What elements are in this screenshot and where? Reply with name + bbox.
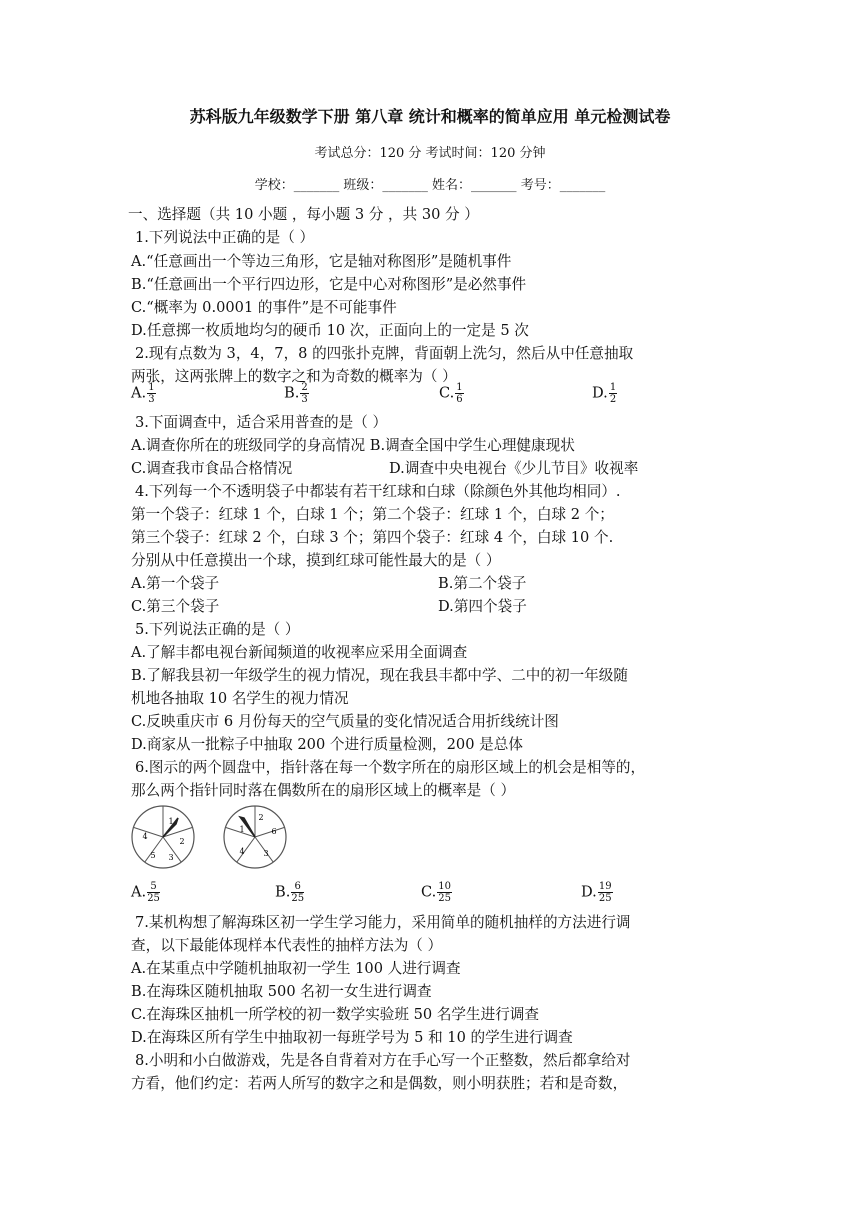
q5-stem: 5.下列说法正确的是（ ） bbox=[135, 621, 300, 638]
q4-stem-1: 4.下列每一个不透明袋子中都装有若干红球和白球（除颜色外其他均相同）. bbox=[135, 483, 621, 500]
wheel1-label-1: 1 bbox=[168, 817, 174, 826]
q1-option-b: B.“任意画出一个平行四边形，它是中心对称图形”是必然事件 bbox=[131, 276, 527, 293]
q4-stem-4: 分别从中任意摸出一个球，摸到红球可能性最大的是（ ） bbox=[131, 552, 501, 569]
student-info: 学校：_______ 班级：_______ 姓名：_______ 考号：_______ bbox=[254, 178, 606, 193]
q6-option-c: C. $\frac{10}{25}$ bbox=[421, 881, 452, 904]
q1-option-a: A.“任意画出一个等边三角形，它是轴对称图形”是随机事件 bbox=[131, 253, 512, 270]
wheel2-label-5: 4 bbox=[239, 847, 245, 856]
q5-option-d: D.商家从一批粽子中抽取 200 个进行质量检测，200 是总体 bbox=[131, 736, 523, 753]
q2-option-c: C. $\frac{1}{6}$ bbox=[439, 382, 463, 405]
q3-stem: 3.下面调查中，适合采用普查的是（ ） bbox=[135, 414, 388, 431]
q2-option-b: B. $\frac{2}{3}$ bbox=[284, 382, 308, 405]
wheel2-label-1: 1 bbox=[239, 825, 245, 834]
q6-option-a: A. $\frac{5}{25}$ bbox=[131, 881, 160, 904]
wheel2-label-2: 2 bbox=[258, 813, 264, 822]
section-heading: 一、选择题（共 10 小题 ，每小题 3 分 ，共 30 分 ） bbox=[128, 206, 479, 223]
q7-stem-1: 7.某机构想了解海珠区初一学生学习能力，采用简单的随机抽样的方法进行调 bbox=[135, 914, 631, 931]
q1-stem: 1.下列说法中正确的是（ ） bbox=[135, 229, 315, 246]
q1-option-d: D.任意掷一枚质地均匀的硬币 10 次，正面向上的一定是 5 次 bbox=[131, 322, 529, 339]
wheel2-label-3: 6 bbox=[271, 827, 277, 836]
page-title: 苏科版九年级数学下册 第八章 统计和概率的简单应用 单元检测试卷 bbox=[189, 107, 671, 126]
q6-stem-1: 6.图示的两个圆盘中，指针落在每一个数字所在的扇形区域上的机会是相等的， bbox=[135, 759, 646, 776]
q1-option-c: C.“概率为 0.0001 的事件”是不可能事件 bbox=[131, 299, 397, 316]
q4-option-b: B.第二个袋子 bbox=[438, 575, 527, 592]
q6-option-d: D. $\frac{19}{25}$ bbox=[581, 881, 612, 904]
q7-stem-2: 查，以下最能体现样本代表性的抽样方法为（ ） bbox=[131, 937, 443, 954]
q4-stem-2: 第一个袋子：红球 1 个，白球 1 个；第二个袋子：红球 1 个，白球 2 个； bbox=[131, 506, 614, 523]
q4-option-d: D.第四个袋子 bbox=[438, 598, 527, 615]
q7-option-d: D.在海珠区所有学生中抽取初一每班学号为 5 和 10 的学生进行调查 bbox=[131, 1029, 573, 1046]
q3-option-ab: A.调查你所在的班级同学的身高情况 B.调查全国中学生心理健康现状 bbox=[131, 437, 575, 454]
wheel1-label-5: 4 bbox=[142, 832, 148, 841]
q4-option-a: A.第一个袋子 bbox=[131, 575, 220, 592]
wheel1-label-2: 2 bbox=[179, 837, 185, 846]
q2-option-d: D. $\frac{1}{2}$ bbox=[592, 382, 617, 405]
q2-stem-1: 2.现有点数为 3，4，7，8 的四张扑克牌，背面朝上洗匀，然后从中任意抽取 bbox=[135, 345, 634, 362]
q6-stem-2: 那么两个指针同时落在偶数所在的扇形区域上的概率是（ ） bbox=[131, 782, 516, 799]
wheel2-label-4: 3 bbox=[263, 849, 269, 858]
q7-option-a: A.在某重点中学随机抽取初一学生 100 人进行调查 bbox=[131, 960, 461, 977]
q4-option-c: C.第三个袋子 bbox=[131, 598, 220, 615]
exam-info: 考试总分：120 分 考试时间：120 分钟 bbox=[314, 146, 546, 161]
wheel1-label-4: 5 bbox=[150, 851, 156, 860]
q6-option-b: B. $\frac{6}{25}$ bbox=[275, 881, 305, 904]
q5-option-b-1: B.了解我县初一年级学生的视力情况，现在我县丰都中学、二中的初一年级随 bbox=[131, 667, 628, 684]
spinner-wheel-2 bbox=[222, 804, 288, 870]
q7-option-b: B.在海珠区随机抽取 500 名初一女生进行调查 bbox=[131, 983, 432, 1000]
q3-option-c: C.调查我市食品合格情况 bbox=[131, 460, 293, 477]
q4-stem-3: 第三个袋子：红球 2 个，白球 3 个；第四个袋子：红球 4 个，白球 10 个. bbox=[131, 529, 614, 546]
q2-stem-2: 两张，这两张牌上的数字之和为奇数的概率为（ ） bbox=[131, 368, 457, 385]
q5-option-c: C.反映重庆市 6 月份每天的空气质量的变化情况适合用折线统计图 bbox=[131, 713, 559, 730]
q7-option-c: C.在海珠区抽机一所学校的初一数学实验班 50 名学生进行调查 bbox=[131, 1006, 539, 1023]
spinner-wheel-1 bbox=[130, 804, 196, 870]
q5-option-a: A.了解丰都电视台新闻频道的收视率应采用全面调查 bbox=[131, 644, 468, 661]
q8-stem-1: 8.小明和小白做游戏，先是各自背着对方在手心写一个正整数，然后都拿给对 bbox=[135, 1052, 631, 1069]
q2-option-a: A. $\frac{1}{3}$ bbox=[131, 382, 155, 405]
wheel1-label-3: 3 bbox=[168, 853, 174, 862]
q5-option-b-2: 机地各抽取 10 名学生的视力情况 bbox=[131, 690, 349, 707]
q8-stem-2: 方看，他们约定：若两人所写的数字之和是偶数，则小明获胜；若和是奇数， bbox=[131, 1075, 628, 1092]
q3-option-d: D.调查中央电视台《少儿节目》收视率 bbox=[389, 460, 639, 477]
